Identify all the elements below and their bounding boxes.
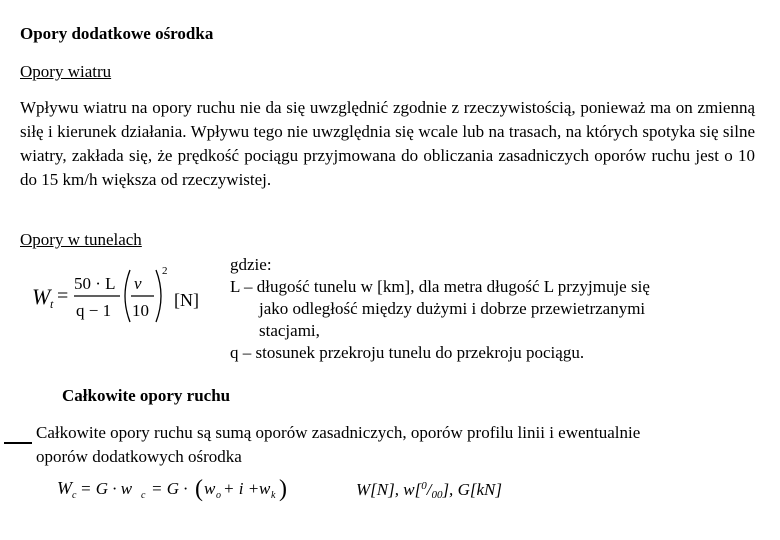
formula-denominator: q − 1 xyxy=(76,301,112,320)
where-q-line: q – stosunek przekroju tunelu do przekroju pociągu. xyxy=(230,343,585,362)
where-l-line2: jako odległość między dużymi i dobrze przewietrzanymi xyxy=(259,299,646,318)
formula2-w-sub: c xyxy=(141,490,146,501)
where-l-line3: stacjami, xyxy=(259,321,320,340)
formula-equals: = xyxy=(57,285,69,307)
bullet-dash xyxy=(4,442,32,444)
formula-inner-numerator: v xyxy=(134,274,142,293)
unit-w-slash: / xyxy=(426,480,432,499)
where-block xyxy=(230,254,750,364)
unit-w-sub: 00 xyxy=(431,489,443,501)
units-line xyxy=(356,480,502,501)
formula-exponent: 2 xyxy=(162,265,168,277)
formula2-wk-sub: k xyxy=(271,490,276,501)
formula2-lhs: W xyxy=(57,478,72,498)
unit-G: G[kN] xyxy=(457,480,502,499)
total-resistance-formula xyxy=(55,470,295,510)
formula2-w0-sub: o xyxy=(216,490,221,501)
where-label: gdzie: xyxy=(230,255,272,274)
formula2-eq2: = G · xyxy=(151,479,188,498)
unit-w-sup: 0 xyxy=(421,480,427,492)
formula2-wk: w xyxy=(259,479,271,498)
formula-numerator: 50 · L xyxy=(74,274,116,293)
heading-main: Opory dodatkowe ośrodka xyxy=(20,24,214,43)
formula2-eq1: = G · w xyxy=(80,479,133,498)
tunnel-resistance-formula xyxy=(30,262,220,332)
formula2-paren-open: ( xyxy=(195,476,203,502)
unit-w-post: ], xyxy=(442,480,454,499)
formula-lhs: W xyxy=(32,284,51,309)
where-l-line1: L – długość tunelu w [km], dla metra długość L przyjmuje się xyxy=(230,277,650,296)
wind-paragraph: Wpływu wiatru na opory ruchu nie da się uwzględnić zgodnie z rzeczywistością, ponieważ ma on zmienną siłę i kierunek działania. Wpływu tego nie uwzględnia się wcale lub na trasach, na których spotyka się silne wiatry, zakłada się, że prędkość pociągu przyjmowana do obliczania zasadniczych oporów ruchu jest o 10 do 15 km/h większa od rzeczywistej. xyxy=(20,98,755,189)
formula-paren-left xyxy=(125,270,130,322)
unit-W: W[N], xyxy=(356,480,399,499)
formula-paren-right xyxy=(156,270,161,322)
total-paragraph: Całkowite opory ruchu są sumą oporów zasadniczych, oporów profilu linii i ewentualnie oporów dodatkowych ośrodka xyxy=(36,423,641,466)
formula-unit: [N] xyxy=(174,290,199,310)
formula2-paren-close: ) xyxy=(279,476,287,502)
heading-tunnel: Opory w tunelach xyxy=(20,230,142,249)
heading-total: Całkowite opory ruchu xyxy=(62,386,231,405)
formula2-w0: w xyxy=(204,479,216,498)
formula2-plus-i: + i + xyxy=(223,479,260,498)
formula-lhs-sub: t xyxy=(50,297,54,311)
formula2-lhs-sub: c xyxy=(72,490,77,501)
unit-w-pre: w[ xyxy=(403,480,422,499)
heading-wind: Opory wiatru xyxy=(20,62,112,81)
formula-inner-denominator: 10 xyxy=(132,301,149,320)
